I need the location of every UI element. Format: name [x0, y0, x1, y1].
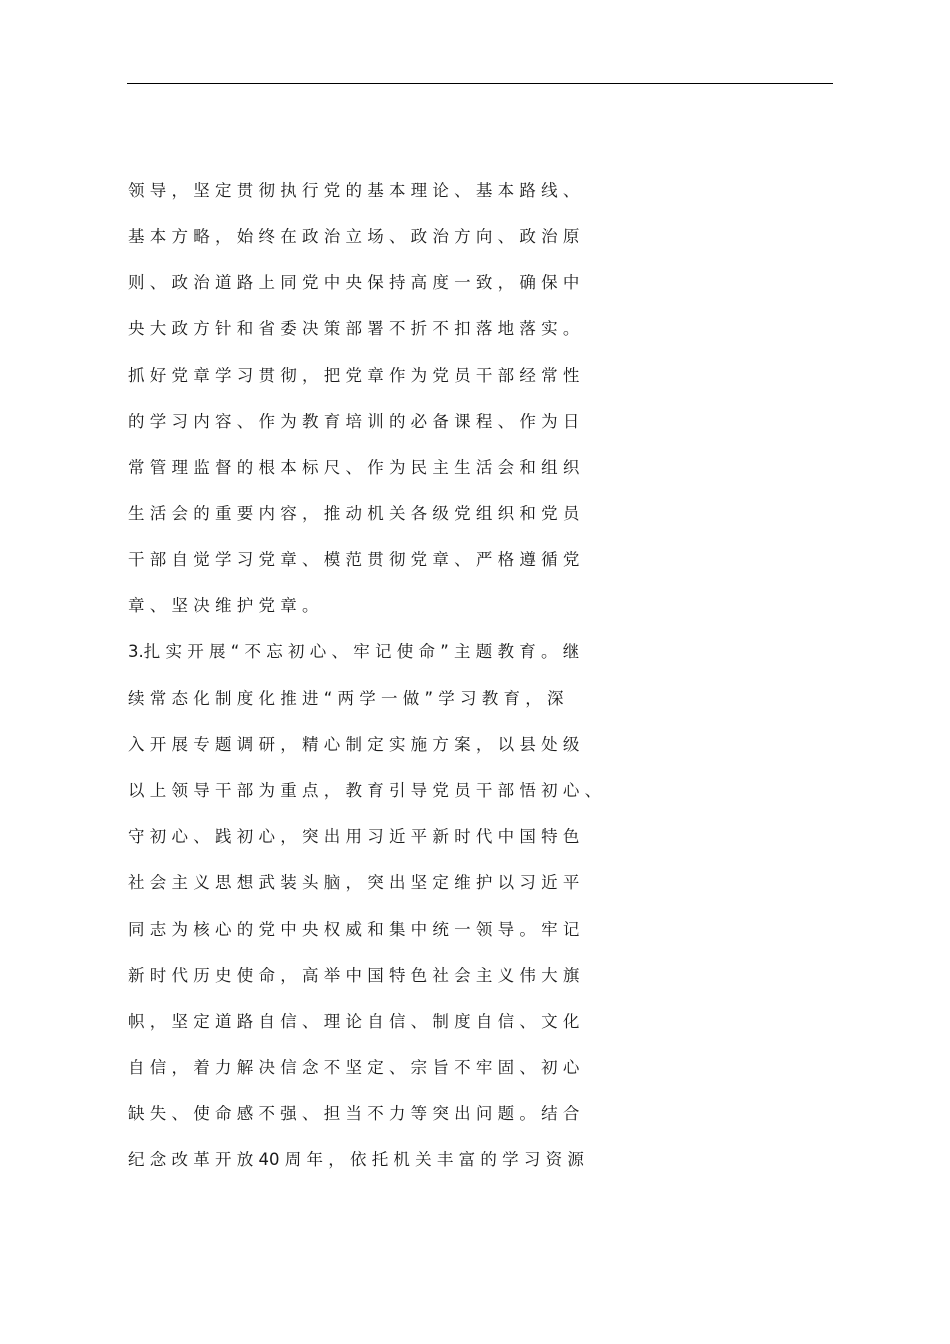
section-heading: 3.扎 实 开 展 “ 不 忘 初 心 、 牢 记 使 命 ” 主 题 教 育 。 继 — [128, 642, 580, 661]
text-line: 领 导 ， 坚 定 贯 彻 执 行 党 的 基 本 理 论 、 基 本 路 线 、 — [128, 181, 580, 200]
text-line: 干 部 自 觉 学 习 党 章 、 模 范 贯 彻 党 章 、 严 格 遵 循 党 — [128, 550, 580, 569]
text-line: 央 大 政 方 针 和 省 委 决 策 部 署 不 折 不 扣 落 地 落 实 。 — [128, 319, 580, 338]
text-line: 则 、 政 治 道 路 上 同 党 中 央 保 持 高 度 一 致 ， 确 保 中 — [128, 273, 580, 292]
text-line: 以 上 领 导 干 部 为 重 点 ， 教 育 引 导 党 员 干 部 悟 初 心 、 — [128, 781, 602, 800]
text-line: 入 开 展 专 题 调 研 ， 精 心 制 定 实 施 方 案 ， 以 县 处 级 — [128, 735, 580, 754]
text-line: 社 会 主 义 思 想 武 装 头 脑 ， 突 出 坚 定 维 护 以 习 近 平 — [128, 873, 580, 892]
text-line: 新 时 代 历 史 使 命 ， 高 举 中 国 特 色 社 会 主 义 伟 大 旗 — [128, 966, 580, 985]
text-line: 的 学 习 内 容 、 作 为 教 育 培 训 的 必 备 课 程 、 作 为 日 — [128, 412, 580, 431]
text-line: 常 管 理 监 督 的 根 本 标 尺 、 作 为 民 主 生 活 会 和 组 织 — [128, 458, 580, 477]
text-line: 章 、 坚 决 维 护 党 章 。 — [128, 596, 319, 615]
header-rule — [127, 83, 833, 84]
text-line: 自 信 ， 着 力 解 决 信 念 不 坚 定 、 宗 旨 不 牢 固 、 初 心 — [128, 1058, 580, 1077]
text-line: 缺 失 、 使 命 感 不 强 、 担 当 不 力 等 突 出 问 题 。 结 合 — [128, 1104, 580, 1123]
text-line: 同 志 为 核 心 的 党 中 央 权 威 和 集 中 统 一 领 导 。 牢 记 — [128, 920, 580, 939]
text-line: 守 初 心 、 践 初 心 ， 突 出 用 习 近 平 新 时 代 中 国 特 色 — [128, 827, 580, 846]
text-line: 帜 ， 坚 定 道 路 自 信 、 理 论 自 信 、 制 度 自 信 、 文 化 — [128, 1012, 580, 1031]
text-line: 抓 好 党 章 学 习 贯 彻 ， 把 党 章 作 为 党 员 干 部 经 常 性 — [128, 366, 580, 385]
text-line: 生 活 会 的 重 要 内 容 ， 推 动 机 关 各 级 党 组 织 和 党 员 — [128, 504, 580, 523]
text-line: 续 常 态 化 制 度 化 推 进 “ 两 学 一 做 ” 学 习 教 育 ， 深 — [128, 689, 564, 708]
text-line: 纪 念 改 革 开 放 40 周 年 ， 依 托 机 关 丰 富 的 学 习 资 源 — [128, 1150, 584, 1169]
text-line: 基 本 方 略 ， 始 终 在 政 治 立 场 、 政 治 方 向 、 政 治 原 — [128, 227, 580, 246]
